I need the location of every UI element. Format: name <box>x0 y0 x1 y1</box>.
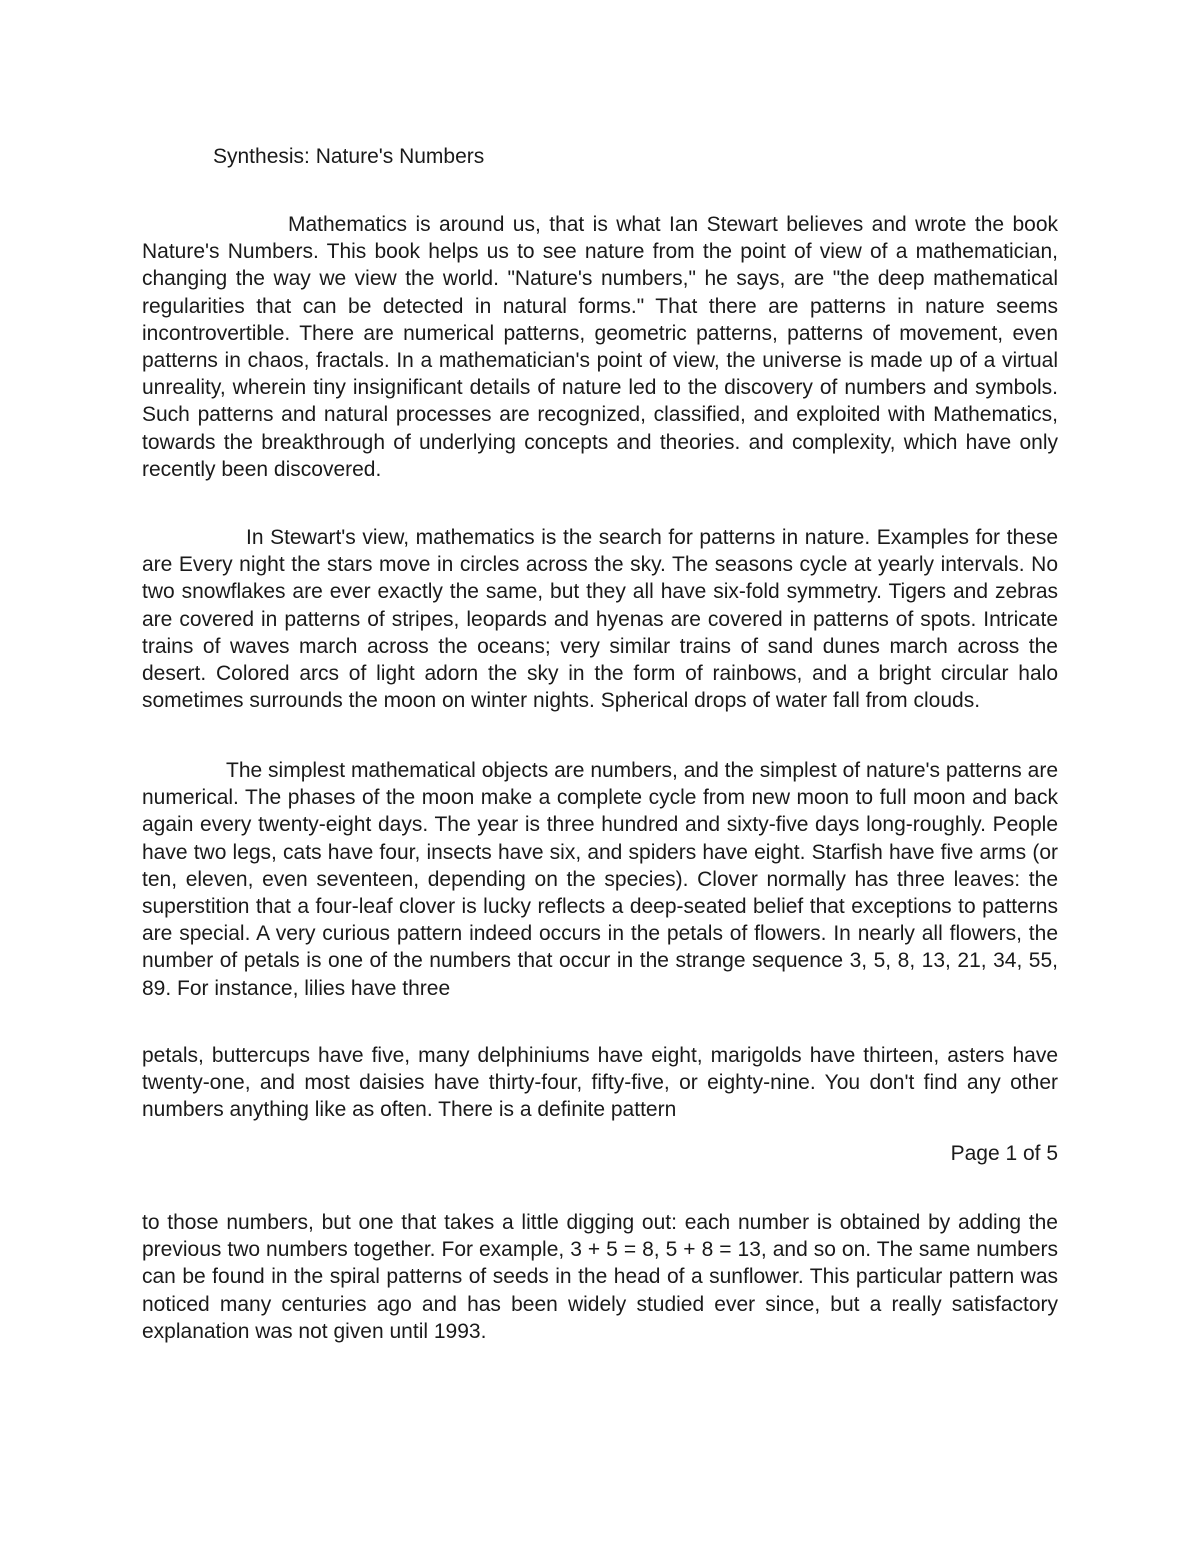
document-title: Synthesis: Nature's Numbers <box>213 145 485 168</box>
paragraph-1: Mathematics is around us, that is what Ian Stewart believes and wrote the book Nature's Numbers. This book helps us to see nature from the point of view of a mathematician, changing the way we view the world. "Nature's numbers," he says, are "the deep mathematical regularities that can be detected in natural forms." That there are patterns in nature seems incontrovertible. There are numerical patterns, geometric patterns, patterns of movement, even patterns in chaos, fractals. In a mathematician's point of view, the universe is made up of a virtual unreality, wherein tiny insignificant details of nature led to the discovery of numbers and symbols. Such patterns and natural processes are recognized, classified, and exploited with Mathematics, towards the breakthrough of underlying concepts and theories. and complexity, which have only recently been discovered. <box>142 213 1058 481</box>
paragraph-3: The simplest mathematical objects are numbers, and the simplest of nature's patterns are numerical. The phases of the moon make a complete cycle from new moon to full moon and back again every twenty-eight days. The year is three hundred and sixty-five days long-roughly. People have two legs, cats have four, insects have six, and spiders have eight. Starfish have five arms (or ten, eleven, even seventeen, depending on the species). Clover normally has three leaves: the superstition that a four-leaf clover is lucky reflects a deep-seated belief that exceptions to patterns are special. A very curious pattern indeed occurs in the petals of flowers. In nearly all flowers, the number of petals is one of the numbers that occur in the strange sequence 3, 5, 8, 13, 21, 34, 55, 89. For instance, lilies have three <box>142 759 1058 1000</box>
paragraph-4: petals, buttercups have five, many delphiniums have eight, marigolds have thirteen, asters have twenty-one, and most daisies have thirty-four, fifty-five, or eighty-nine. You don't find any other numbers anything like as often. There is a definite pattern <box>142 1044 1058 1122</box>
paragraph-2: In Stewart's view, mathematics is the search for patterns in nature. Examples for these are Every night the stars move in circles across the sky. The seasons cycle at yearly intervals. No two snowflakes are ever exactly the same, but they all have six-fold symmetry. Tigers and zebras are covered in patterns of stripes, leopards and hyenas are covered in patterns of spots. Intricate trains of waves march across the oceans; very similar trains of sand dunes march across the desert. Colored arcs of light adorn the sky in the form of rainbows, and a bright circular halo sometimes surrounds the moon on winter nights. Spherical drops of water fall from clouds. <box>142 526 1058 713</box>
paragraph-5: to those numbers, but one that takes a little digging out: each number is obtained by adding the previous two numbers together. For example, 3 + 5 = 8, 5 + 8 = 13, and so on. The same numbers can be found in the spiral patterns of seeds in the head of a sunflower. This particular pattern was noticed many centuries ago and has been widely studied ever since, but a really satisfactory explanation was not given until 1993. <box>142 1211 1058 1343</box>
page-number: Page 1 of 5 <box>950 1142 1058 1165</box>
